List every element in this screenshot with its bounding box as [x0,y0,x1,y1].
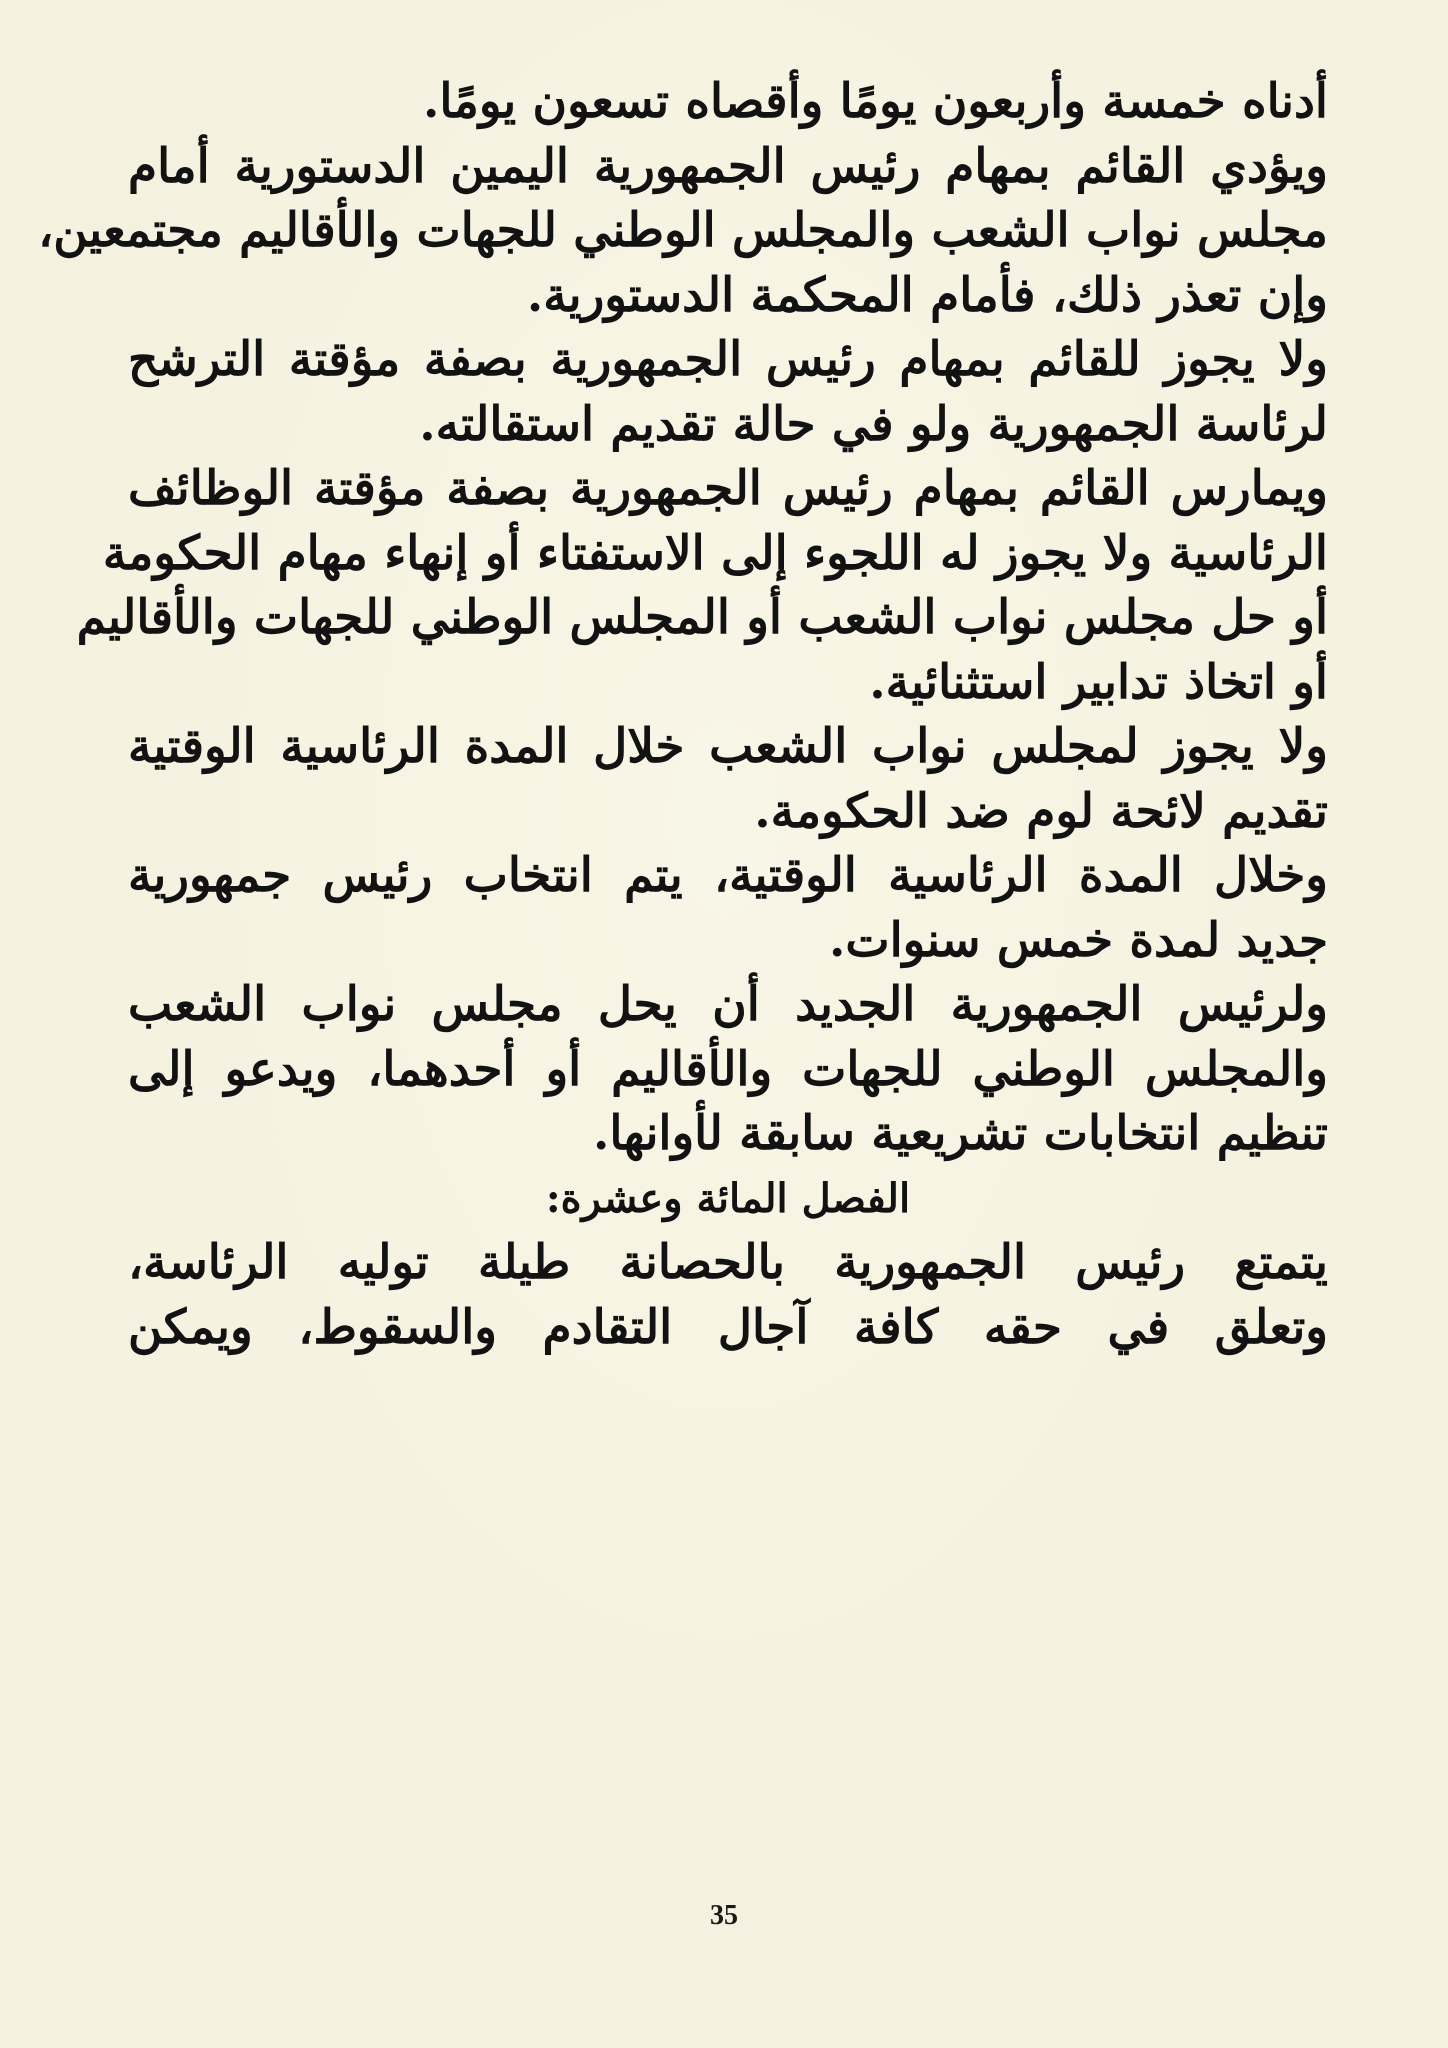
text-line: وخلال المدة الرئاسية الوقتية، يتم انتخاب رئيس جمهورية [128,848,1328,903]
text-line: وتعلق في حقه كافة آجال التقادم والسقوط، ويمكن [128,1299,1328,1355]
text-line: أو حل مجلس نواب الشعب أو المجلس الوطني للجهات والأقاليم [76,590,1328,645]
body-text [38,70,1328,1360]
text-line: ويؤدي القائم بمهام رئيس الجمهورية اليمين الدستورية أمام [128,138,1328,194]
text-line: وإن تعذر ذلك، فأمام المحكمة الدستورية. [526,267,1328,323]
text-line: تنظيم انتخابات تشريعية سابقة لأوانها. [592,1106,1328,1161]
text-line: أو اتخاذ تدابير استثنائية. [869,654,1328,710]
text-line: والمجلس الوطني للجهات والأقاليم أو أحدهما، ويدعو إلى [128,1041,1328,1097]
text-line: ولا يجوز لمجلس نواب الشعب خلال المدة الرئاسية الوقتية [128,719,1328,774]
text-line: جديد لمدة خمس سنوات. [828,912,1328,968]
text-line: تقديم لائحة لوم ضد الحكومة. [754,783,1328,839]
text-line: يتمتع رئيس الجمهورية بالحصانة طيلة توليه الرئاسة، [128,1235,1328,1290]
text-line: مجلس نواب الشعب والمجلس الوطني للجهات والأقاليم مجتمعين، [38,203,1328,258]
text-line: لرئاسة الجمهورية ولو في حالة تقديم استقالته. [419,396,1328,452]
text-line: ولا يجوز للقائم بمهام رئيس الجمهورية بصفة مؤقتة الترشح [128,332,1328,387]
chapter-heading: الفصل المائة وعشرة: [545,1174,911,1222]
page-number: 35 [710,1900,738,1931]
text-line: ولرئيس الجمهورية الجديد أن يحل مجلس نواب الشعب [128,977,1328,1032]
text-line: الرئاسية ولا يجوز له اللجوء إلى الاستفتاء أو إنهاء مهام الحكومة [102,525,1328,581]
text-line: ويمارس القائم بمهام رئيس الجمهورية بصفة مؤقتة الوظائف [128,461,1328,516]
text-line: أدناه خمسة وأربعون يومًا وأقصاه تسعون يومًا. [422,74,1328,129]
